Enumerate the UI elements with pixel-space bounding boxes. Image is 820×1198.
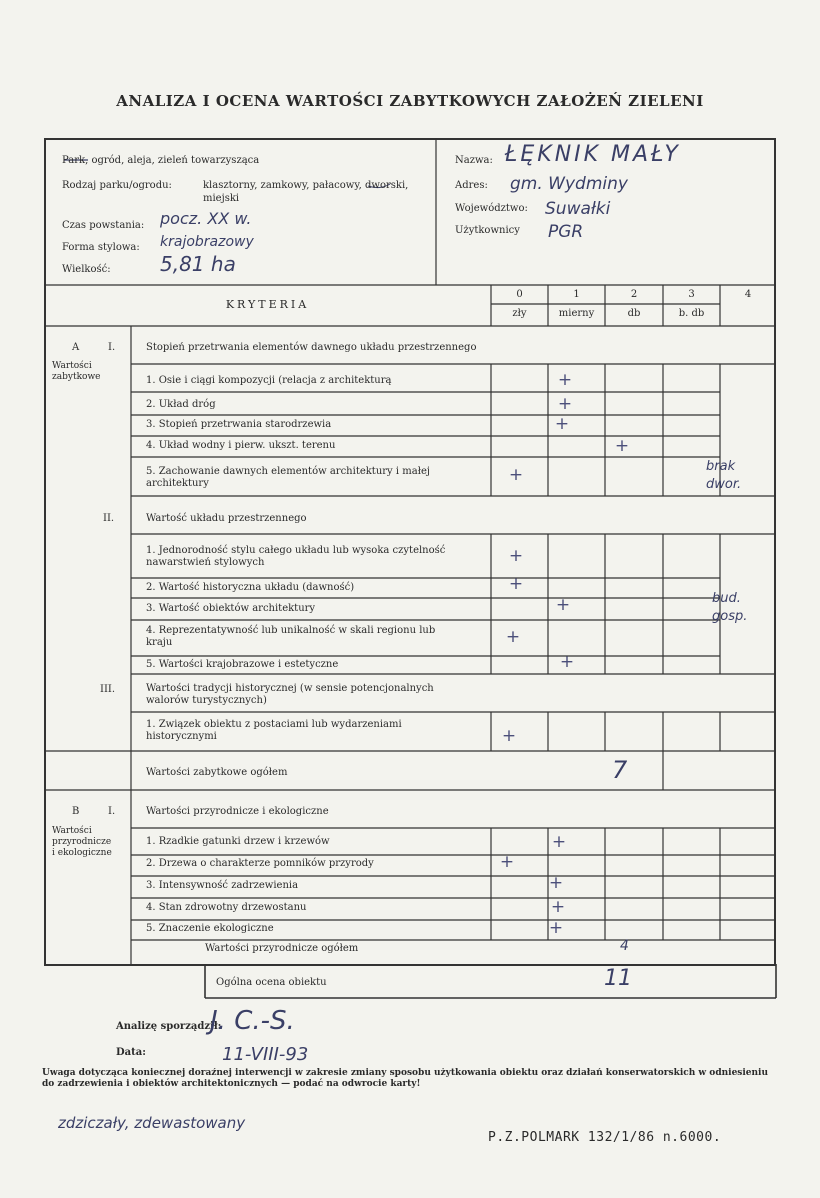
score-2: 2 [630,289,638,300]
score-label-2: db [627,308,641,319]
mark-b1-2: + [499,852,515,872]
park-type-line [62,155,259,167]
criterion-b1-4: 4. Stan zdrowotny drzewostanu [146,902,307,913]
criterion-a1-3: 3. Stopień przetrwania starodrzewia [146,419,332,430]
criterion-a2-3: 3. Wartość obiektów architektury [146,603,316,614]
criterion-b1-2: 2. Drzewa o charakterze pomników przyrody [146,858,374,869]
mark-b1-5: + [548,918,564,938]
intervention-note: Uwaga dotycząca koniecznej doraźnej interwencji w zakresie zmiany sposobu użytkowania obiektu oraz działań konserwatorskich w odniesieniu do zadrzewienia i obiektów architektonicznych — podać na odwrocie karty! [42,1068,769,1089]
section-a-group-3-title: Wartości tradycji historycznej (w sensie potencjonalnych walorów turystycznych) [146,683,434,706]
section-b-group-1-title: Wartości przyrodnicze i ekologiczne [146,806,329,817]
score-label-3: b. db [678,308,705,319]
address-value: gm. Wydminy [510,174,628,194]
mark-a1-2: + [557,394,573,414]
handwritten-note: zdziczały, zdewastowany [58,1114,246,1132]
criterion-b1-5: 5. Znaczenie ekologiczne [146,923,274,934]
form-title: ANALIZA I OCENA WARTOŚCI ZABYTKOWYCH ZAŁOŻEŃ ZIELENI [116,92,704,110]
score-0: 0 [516,289,523,300]
criterion-a2-4: 4. Reprezentatywność lub unikalność w skali regionu lub kraju [146,625,436,648]
date-value: 11-VIII-93 [222,1044,309,1065]
mark-a1-3: + [554,414,570,434]
section-b-letter: B [72,806,80,817]
voivodeship-value: Suwałki [545,199,611,219]
side-note-a1: brak dwor. [706,459,742,492]
mark-a1-5: + [508,465,524,485]
mark-b1-3: + [548,873,564,893]
address-label: Adres: [455,180,488,191]
size-label: Wielkość: [62,264,111,275]
mark-a2-2: + [508,574,524,594]
criteria-heading: KRYTERIA [225,298,310,311]
mark-a2-1: + [508,546,524,566]
overall-value: 11 [604,966,632,991]
print-code: P.Z.POLMARK 132/1/86 n.6000. [488,1130,722,1145]
section-b-name: Wartości przyrodnicze i ekologiczne [52,826,112,858]
size-value: 5,81 ha [160,252,236,276]
mark-b1-1: + [551,832,567,852]
score-label-1: mierny [558,308,595,319]
criterion-a1-5: 5. Zachowanie dawnych elementów architektury i małej architektury [146,466,430,489]
criterion-a1-4: 4. Układ wodny i pierw. ukszt. terenu [146,440,336,451]
name-label: Nazwa: [455,155,493,166]
section-a-name: Wartości zabytkowe [52,361,101,382]
overall-label: Ogólna ocena obiektu [216,977,327,988]
analysis-label: Analizę sporządził: [116,1021,222,1032]
criterion-a2-5: 5. Wartości krajobrazowe i estetyczne [146,659,339,670]
mark-a1-1: + [557,370,573,390]
mark-a1-4: + [614,436,630,456]
users-label: Użytkownicy [455,225,520,236]
section-a-group-1-title: Stopień przetrwania elementów dawnego układu przestrzennego [146,342,477,353]
criterion-a2-2: 2. Wartość historyczna układu (dawność) [146,582,355,593]
style-value: krajobrazowy [160,234,254,250]
style-label: Forma stylowa: [62,242,140,253]
park-kind-options-2: miejski [203,193,240,204]
voivodeship-label: Województwo: [455,203,528,214]
section-a-total-value: 7 [612,756,628,784]
park-kind-options: klasztorny, zamkowy, pałacowy, dworski, [203,180,409,191]
mark-a3-1: + [501,726,517,746]
score-label-0: zły [512,308,527,319]
section-a-group-2-num: II. [103,513,115,524]
section-b-total-value: 4 [620,938,629,954]
origin-label: Czas powstania: [62,220,145,231]
users-value: PGR [548,222,584,242]
criterion-a1-2: 2. Układ dróg [146,399,216,410]
park-type-struck: Park, [62,155,89,166]
side-note-a2: bud. gosp. [712,591,748,624]
mark-b1-4: + [550,897,566,917]
criterion-a3-1: 1. Związek obiektu z postaciami lub wydarzeniami historycznymi [146,719,402,742]
criterion-a1-1: 1. Osie i ciągi kompozycji (relacja z architekturą [146,375,392,386]
score-1: 1 [573,289,580,300]
date-label: Data: [116,1047,146,1058]
name-value: ŁĘKNIK MAŁY [505,142,681,167]
park-kind-label: Rodzaj parku/ogrodu: [62,180,172,191]
mark-a2-5: + [559,652,575,672]
section-a-letter: A [72,342,80,353]
section-b-group-1-num: I. [108,806,116,817]
score-3: 3 [688,289,695,300]
park-type-options: ogród, aleja, zieleń towarzysząca [91,155,260,166]
criterion-b1-3: 3. Intensywność zadrzewienia [146,880,299,891]
section-a-group-3-num: III. [100,684,116,695]
criterion-a2-1: 1. Jednorodność stylu całego układu lub wysoka czytelność nawarstwień stylowych [146,545,446,568]
section-a-group-1-num: I. [108,342,116,353]
criterion-b1-1: 1. Rzadkie gatunki drzew i krzewów [146,836,330,847]
analysis-signature: J. C.-S. [210,1006,295,1036]
mark-a2-4: + [505,627,521,647]
section-a-group-2-title: Wartość układu przestrzennego [146,513,307,524]
section-a-total-label: Wartości zabytkowe ogółem [146,767,288,778]
score-4: 4 [744,289,752,300]
mark-a2-3: + [555,595,571,615]
section-b-total-label: Wartości przyrodnicze ogółem [205,943,359,954]
origin-value: pocz. XX w. [160,209,252,228]
